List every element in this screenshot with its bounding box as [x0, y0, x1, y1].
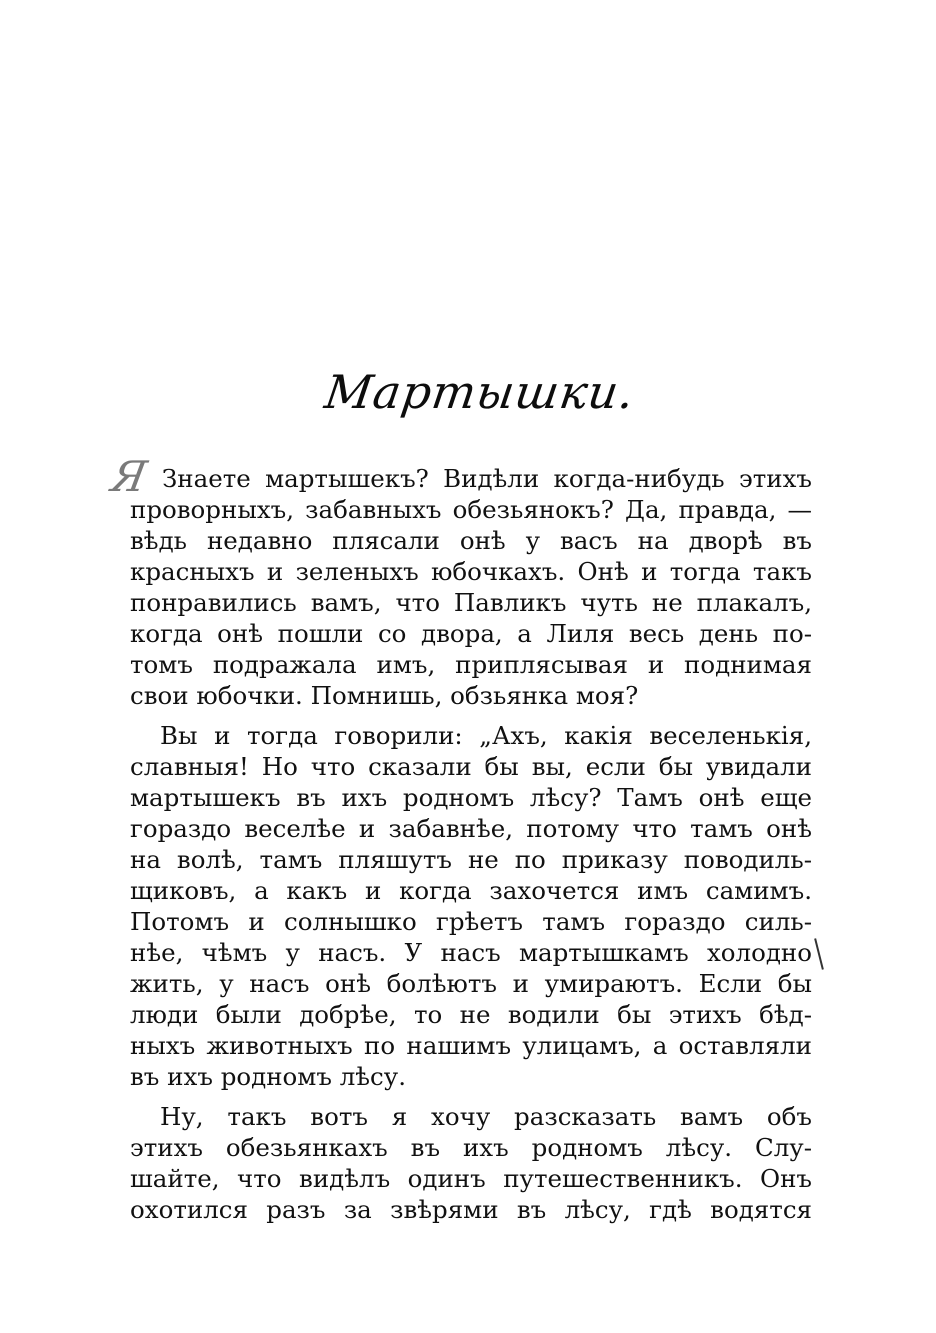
text-line: красныхъ и зеленыхъ юбочкахъ. Онѣ и тогда такъ — [130, 557, 812, 586]
drop-cap-initial: Я — [107, 452, 151, 501]
text-line: охотился разъ за звѣрями въ лѣсу, гдѣ водятся — [130, 1195, 812, 1224]
paragraph-gap — [130, 1092, 812, 1101]
text-line: мартышекъ въ ихъ родномъ лѣсу? Тамъ онѣ еще — [130, 783, 812, 812]
margin-pencil-mark — [814, 938, 824, 970]
text-line: ныхъ животныхъ по нашимъ улицамъ, а оставляли — [130, 1031, 812, 1060]
text-line: люди были добрѣе, то не водили бы этихъ бѣд- — [130, 1000, 812, 1029]
text-line: славныя! Но что сказали бы вы, если бы увидали — [130, 752, 812, 781]
text-line: щиковъ, а какъ и когда захочется имъ самимъ. — [130, 876, 812, 905]
text-line: свои юбочки. Помнишь, обзьянка моя? — [130, 681, 639, 710]
text-line: въ ихъ родномъ лѣсу. — [130, 1062, 406, 1091]
text-line: гораздо веселѣе и забавнѣе, потому что тамъ онѣ — [130, 814, 812, 843]
text-line: этихъ обезьянкахъ въ ихъ родномъ лѣсу. Слу- — [130, 1133, 812, 1162]
text-line: Вы и тогда говорили: „Ахъ, какія веселенькія, — [160, 721, 812, 750]
text-line: томъ подражала имъ, приплясывая и поднимая — [130, 650, 812, 679]
text-line: проворныхъ, забавныхъ обезьянокъ? Да, правда, — — [130, 495, 812, 524]
body-text — [130, 463, 812, 1225]
text-line: Знаете мартышекъ? Видѣли когда-нибудь этихъ — [162, 464, 812, 493]
chapter-title: Мартышки. — [321, 365, 639, 419]
text-line: понравились вамъ, что Павликъ чуть не плакалъ, — [130, 588, 812, 617]
paragraph-gap — [130, 711, 812, 720]
text-line: Потомъ и солнышко грѣетъ тамъ гораздо силь- — [130, 907, 812, 936]
text-line: вѣдь недавно плясали онѣ у васъ на дворѣ въ — [130, 526, 812, 555]
text-line: жить, у насъ онѣ болѣютъ и умираютъ. Если бы — [130, 969, 812, 998]
text-line: шайте, что видѣлъ одинъ путешественникъ. Онъ — [130, 1164, 812, 1193]
text-line: когда онѣ пошли со двора, а Лиля весь день по- — [130, 619, 812, 648]
text-line: на волѣ, тамъ пляшутъ не по приказу поводиль- — [130, 845, 812, 874]
text-line: Ну, такъ вотъ я хочу разсказать вамъ объ — [160, 1102, 812, 1131]
text-line: нѣе, чѣмъ у насъ. У насъ мартышкамъ холодно — [130, 938, 812, 967]
